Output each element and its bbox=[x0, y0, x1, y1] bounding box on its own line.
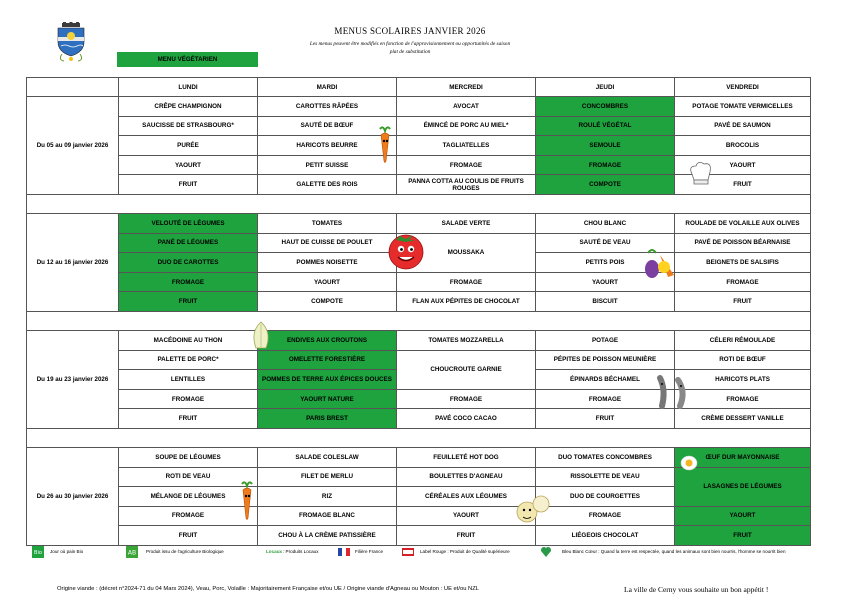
week-2-date: Du 12 au 16 janvier 2026 bbox=[27, 213, 119, 311]
menu-item: TOMATES MOZZARELLA bbox=[397, 330, 536, 350]
menu-item: FRUIT bbox=[675, 292, 811, 312]
menu-item: DUO DE COURGETTES bbox=[536, 487, 675, 507]
day-header-lundi: LUNDI bbox=[119, 78, 258, 97]
menu-item: FROMAGE bbox=[536, 389, 675, 409]
menu-item: FROMAGE BLANC bbox=[258, 506, 397, 526]
town-crest-logo bbox=[55, 22, 87, 62]
menu-item: BOULETTES D'AGNEAU bbox=[397, 467, 536, 487]
menu-item: HARICOTS BEURRE bbox=[258, 136, 397, 156]
menu-item-vegetarian: CONCOMBRES bbox=[536, 97, 675, 117]
chef-hat-illustration-icon bbox=[686, 160, 716, 190]
menu-item: FRUIT bbox=[119, 409, 258, 429]
menu-item-vegetarian: PARIS BREST bbox=[258, 409, 397, 429]
menu-item: SALADE VERTE bbox=[397, 213, 536, 233]
menu-item: ÉPINARDS BÉCHAMEL bbox=[536, 370, 675, 390]
menu-item: ROTI DE BŒUF bbox=[675, 350, 811, 370]
week-separator bbox=[27, 194, 811, 213]
menu-item: FROMAGE bbox=[397, 389, 536, 409]
menu-item-vegetarian: VELOUTÉ DE LÉGUMES bbox=[119, 213, 258, 233]
week-1-row bbox=[27, 116, 811, 136]
label-rouge-icon bbox=[402, 546, 414, 558]
menu-item: GALETTE DES ROIS bbox=[258, 175, 397, 195]
menu-item: DUO TOMATES CONCOMBRES bbox=[536, 447, 675, 467]
menu-item-vegetarian: ŒUF DUR MAYONNAISE bbox=[675, 447, 811, 467]
menu-item: MOUSSAKA bbox=[397, 233, 536, 272]
menu-item: CAROTTES RÂPÉES bbox=[258, 97, 397, 117]
menu-item-vegetarian: ENDIVES AUX CROUTONS bbox=[258, 330, 397, 350]
week-3-date: Du 19 au 23 janvier 2026 bbox=[27, 330, 119, 428]
menu-item: HAUT DE CUISSE DE POULET bbox=[258, 233, 397, 253]
menu-item-vegetarian: COMPOTE bbox=[536, 175, 675, 195]
menu-item: PALETTE DE PORC* bbox=[119, 350, 258, 370]
menu-item: FROMAGE bbox=[675, 389, 811, 409]
menu-item: YAOURT bbox=[536, 272, 675, 292]
menu-item: PÉPITES DE POISSON MEUNIÈRE bbox=[536, 350, 675, 370]
menu-item: PAVÉ DE POISSON BÉARNAISE bbox=[675, 233, 811, 253]
header-corner-cell bbox=[27, 78, 119, 97]
menu-item-vegetarian: FROMAGE bbox=[119, 272, 258, 292]
menu-item: FEUILLETÉ HOT DOG bbox=[397, 447, 536, 467]
menu-item-vegetarian: YAOURT NATURE bbox=[258, 389, 397, 409]
menu-item-vegetarian: FROMAGE bbox=[536, 155, 675, 175]
week-2-row bbox=[27, 272, 811, 292]
menu-item: ÉMINCÉ DE PORC AU MIEL* bbox=[397, 116, 536, 136]
menu-item: SOUPE DE LÉGUMES bbox=[119, 447, 258, 467]
carrot-illustration-icon bbox=[374, 125, 396, 165]
day-header-vendredi: VENDREDI bbox=[675, 78, 811, 97]
menu-item: CRÊPE CHAMPIGNON bbox=[119, 97, 258, 117]
menu-item: TAGLIATELLES bbox=[397, 136, 536, 156]
france-flag-icon bbox=[338, 546, 350, 558]
menu-item: ROULADE DE VOLAILLE AUX OLIVES bbox=[675, 213, 811, 233]
menu-item: ROTI DE VEAU bbox=[119, 467, 258, 487]
menu-item: SALADE COLESLAW bbox=[258, 447, 397, 467]
legend-bio-bread: Jour où pain Bio bbox=[50, 549, 84, 554]
week-3-row bbox=[27, 350, 811, 370]
week-1-row bbox=[27, 136, 811, 156]
menu-item: CRÈME DESSERT VANILLE bbox=[675, 409, 811, 429]
legend-organic: Produit issu de l'agriculture Biologique bbox=[146, 549, 224, 554]
menu-item: RIZ bbox=[258, 487, 397, 507]
menu-item-vegetarian: ROULÉ VÉGÉTAL bbox=[536, 116, 675, 136]
menu-item: FROMAGE bbox=[119, 506, 258, 526]
menu-item: PAVÉ COCO CACAO bbox=[397, 409, 536, 429]
menu-item: FLAN AUX PÉPITES DE CHOCOLAT bbox=[397, 292, 536, 312]
menu-item: YAOURT bbox=[397, 506, 536, 526]
page-subtitle bbox=[260, 40, 560, 55]
menu-item: PURÉE bbox=[119, 136, 258, 156]
menu-item: POMMES NOISETTE bbox=[258, 253, 397, 273]
menu-item: SAUTÉ DE BŒUF bbox=[258, 116, 397, 136]
week-3-row bbox=[27, 330, 811, 350]
menu-item: YAOURT bbox=[258, 272, 397, 292]
menu-item-vegetarian: FRUIT bbox=[675, 526, 811, 546]
menu-item-vegetarian: POMMES DE TERRE AUX ÉPICES DOUCES bbox=[258, 370, 397, 390]
menu-item: FROMAGE bbox=[536, 506, 675, 526]
menu-item: FROMAGE bbox=[397, 272, 536, 292]
menu-item: PAVÉ DE SAUMON bbox=[675, 116, 811, 136]
menu-item: PANNA COTTA AU COULIS DE FRUITS ROUGES bbox=[397, 175, 536, 195]
menu-item-vegetarian: LASAGNES DE LÉGUMES bbox=[675, 467, 811, 506]
svg-text:AB: AB bbox=[127, 549, 137, 557]
egg-illustration-icon bbox=[680, 455, 698, 471]
day-header-jeudi: JEUDI bbox=[536, 78, 675, 97]
svg-text:Bio: Bio bbox=[34, 550, 42, 556]
menu-item: BEIGNETS DE SALSIFIS bbox=[675, 253, 811, 273]
bio-logo-icon bbox=[32, 546, 44, 558]
menu-item-vegetarian: PANÉ DE LÉGUMES bbox=[119, 233, 258, 253]
menu-item: TOMATES bbox=[258, 213, 397, 233]
legend-local-marker: Locaux bbox=[266, 549, 283, 554]
legend-label-rouge: Label Rouge : Produit de Qualité supérieure bbox=[420, 549, 510, 554]
endive-illustration-icon bbox=[248, 320, 274, 350]
week-4-date: Du 26 au 30 janvier 2026 bbox=[27, 447, 119, 545]
menu-item: CHOUCROUTE GARNIE bbox=[397, 350, 536, 389]
menu-item: BISCUIT bbox=[536, 292, 675, 312]
vegetables-illustration-icon bbox=[640, 245, 680, 283]
cereal-characters-illustration-icon bbox=[513, 490, 553, 532]
menu-item: BROCOLIS bbox=[675, 136, 811, 156]
menu-item: FRUIT bbox=[119, 175, 258, 195]
menu-item-vegetarian: DUO DE CAROTTES bbox=[119, 253, 258, 273]
menu-item: PETIT SUISSE bbox=[258, 155, 397, 175]
menu-item: AVOCAT bbox=[397, 97, 536, 117]
week-2-row bbox=[27, 292, 811, 312]
menu-item: COMPOTE bbox=[258, 292, 397, 312]
menu-item: HARICOTS PLATS bbox=[675, 370, 811, 390]
menu-item: CÉLERI RÉMOULADE bbox=[675, 330, 811, 350]
menu-item: SAUCISSE DE STRASBOURG* bbox=[119, 116, 258, 136]
meat-origin-note: Origine viande : (décret n°2024-71 du 04 Mars 2024), Veau, Porc, Volaille : Majoritairement Française et/ou UE / Origine viande d'Agneau ou Mouton : UE et/ou NZL bbox=[57, 586, 479, 592]
vegetarian-legend-badge: MENU VÉGÉTARIEN bbox=[117, 52, 258, 67]
menu-item: POTAGE bbox=[536, 330, 675, 350]
menu-item: CHOU BLANC bbox=[536, 213, 675, 233]
menu-item: PETITS POIS bbox=[536, 253, 675, 273]
legend-france: Filière France bbox=[355, 549, 384, 554]
ab-logo-icon bbox=[126, 546, 138, 558]
menu-item-vegetarian: SEMOULE bbox=[536, 136, 675, 156]
menu-item: RISSOLETTE DE VEAU bbox=[536, 467, 675, 487]
menu-item: FROMAGE bbox=[675, 272, 811, 292]
subtitle-line-2: plat de substitution bbox=[389, 49, 431, 55]
day-header-mercredi: MERCREDI bbox=[397, 78, 536, 97]
menu-item: FROMAGE bbox=[397, 155, 536, 175]
week-separator bbox=[27, 311, 811, 330]
day-header-row bbox=[27, 78, 811, 97]
menu-item: LENTILLES bbox=[119, 370, 258, 390]
week-3-row bbox=[27, 409, 811, 429]
menu-item-vegetarian: OMELETTE FORESTIÈRE bbox=[258, 350, 397, 370]
menu-item: FRUIT bbox=[536, 409, 675, 429]
menu-item: FRUIT bbox=[119, 526, 258, 546]
bean-characters-illustration-icon bbox=[652, 372, 698, 410]
week-4-row bbox=[27, 526, 811, 546]
legend-local: : Produits Locaux bbox=[283, 549, 319, 554]
menu-item: CHOU À LA CRÈME PATISSIÈRE bbox=[258, 526, 397, 546]
menu-item: CÉRÉALES AUX LÉGUMES bbox=[397, 487, 536, 507]
menu-item: YAOURT bbox=[119, 155, 258, 175]
carrot-illustration-icon bbox=[236, 480, 258, 522]
legend-bleu-blanc-coeur: Bleu Blanc Cœur : Quand la terre est respectée, quand les animaux sont bien nourris, l'homme se nourrit bien bbox=[562, 549, 786, 554]
week-1-row bbox=[27, 97, 811, 117]
bleu-blanc-coeur-icon bbox=[540, 546, 552, 558]
menu-item: FRUIT bbox=[675, 175, 811, 195]
menu-table bbox=[26, 77, 811, 546]
page-title: MENUS SCOLAIRES JANVIER 2026 bbox=[334, 26, 486, 36]
menu-item: LIÉGEOIS CHOCOLAT bbox=[536, 526, 675, 546]
menu-item: FRUIT bbox=[397, 526, 536, 546]
menu-item: POTAGE TOMATE VERMICELLES bbox=[675, 97, 811, 117]
tomato-illustration-icon bbox=[384, 230, 430, 270]
week-4-row bbox=[27, 506, 811, 526]
week-1-date: Du 05 au 09 janvier 2026 bbox=[27, 97, 119, 195]
menu-item: MÉLANGE DE LÉGUMES bbox=[119, 487, 258, 507]
day-header-mardi: MARDI bbox=[258, 78, 397, 97]
menu-item-vegetarian: YAOURT bbox=[675, 506, 811, 526]
menu-item: FILET DE MERLU bbox=[258, 467, 397, 487]
menu-item: MACÉDOINE AU THON bbox=[119, 330, 258, 350]
menu-item: FROMAGE bbox=[119, 389, 258, 409]
subtitle-line-1: Les menus peuvent être modifiés en fonction de l'approvisionnement ou opportunités de saison bbox=[309, 41, 511, 47]
menu-item-vegetarian: FRUIT bbox=[119, 292, 258, 312]
menu-item: YAOURT bbox=[675, 155, 811, 175]
week-separator bbox=[27, 428, 811, 447]
menu-item: SAUTÉ DE VEAU bbox=[536, 233, 675, 253]
bon-appetit-signoff: La ville de Cerny vous souhaite un bon appétit ! bbox=[624, 585, 769, 594]
